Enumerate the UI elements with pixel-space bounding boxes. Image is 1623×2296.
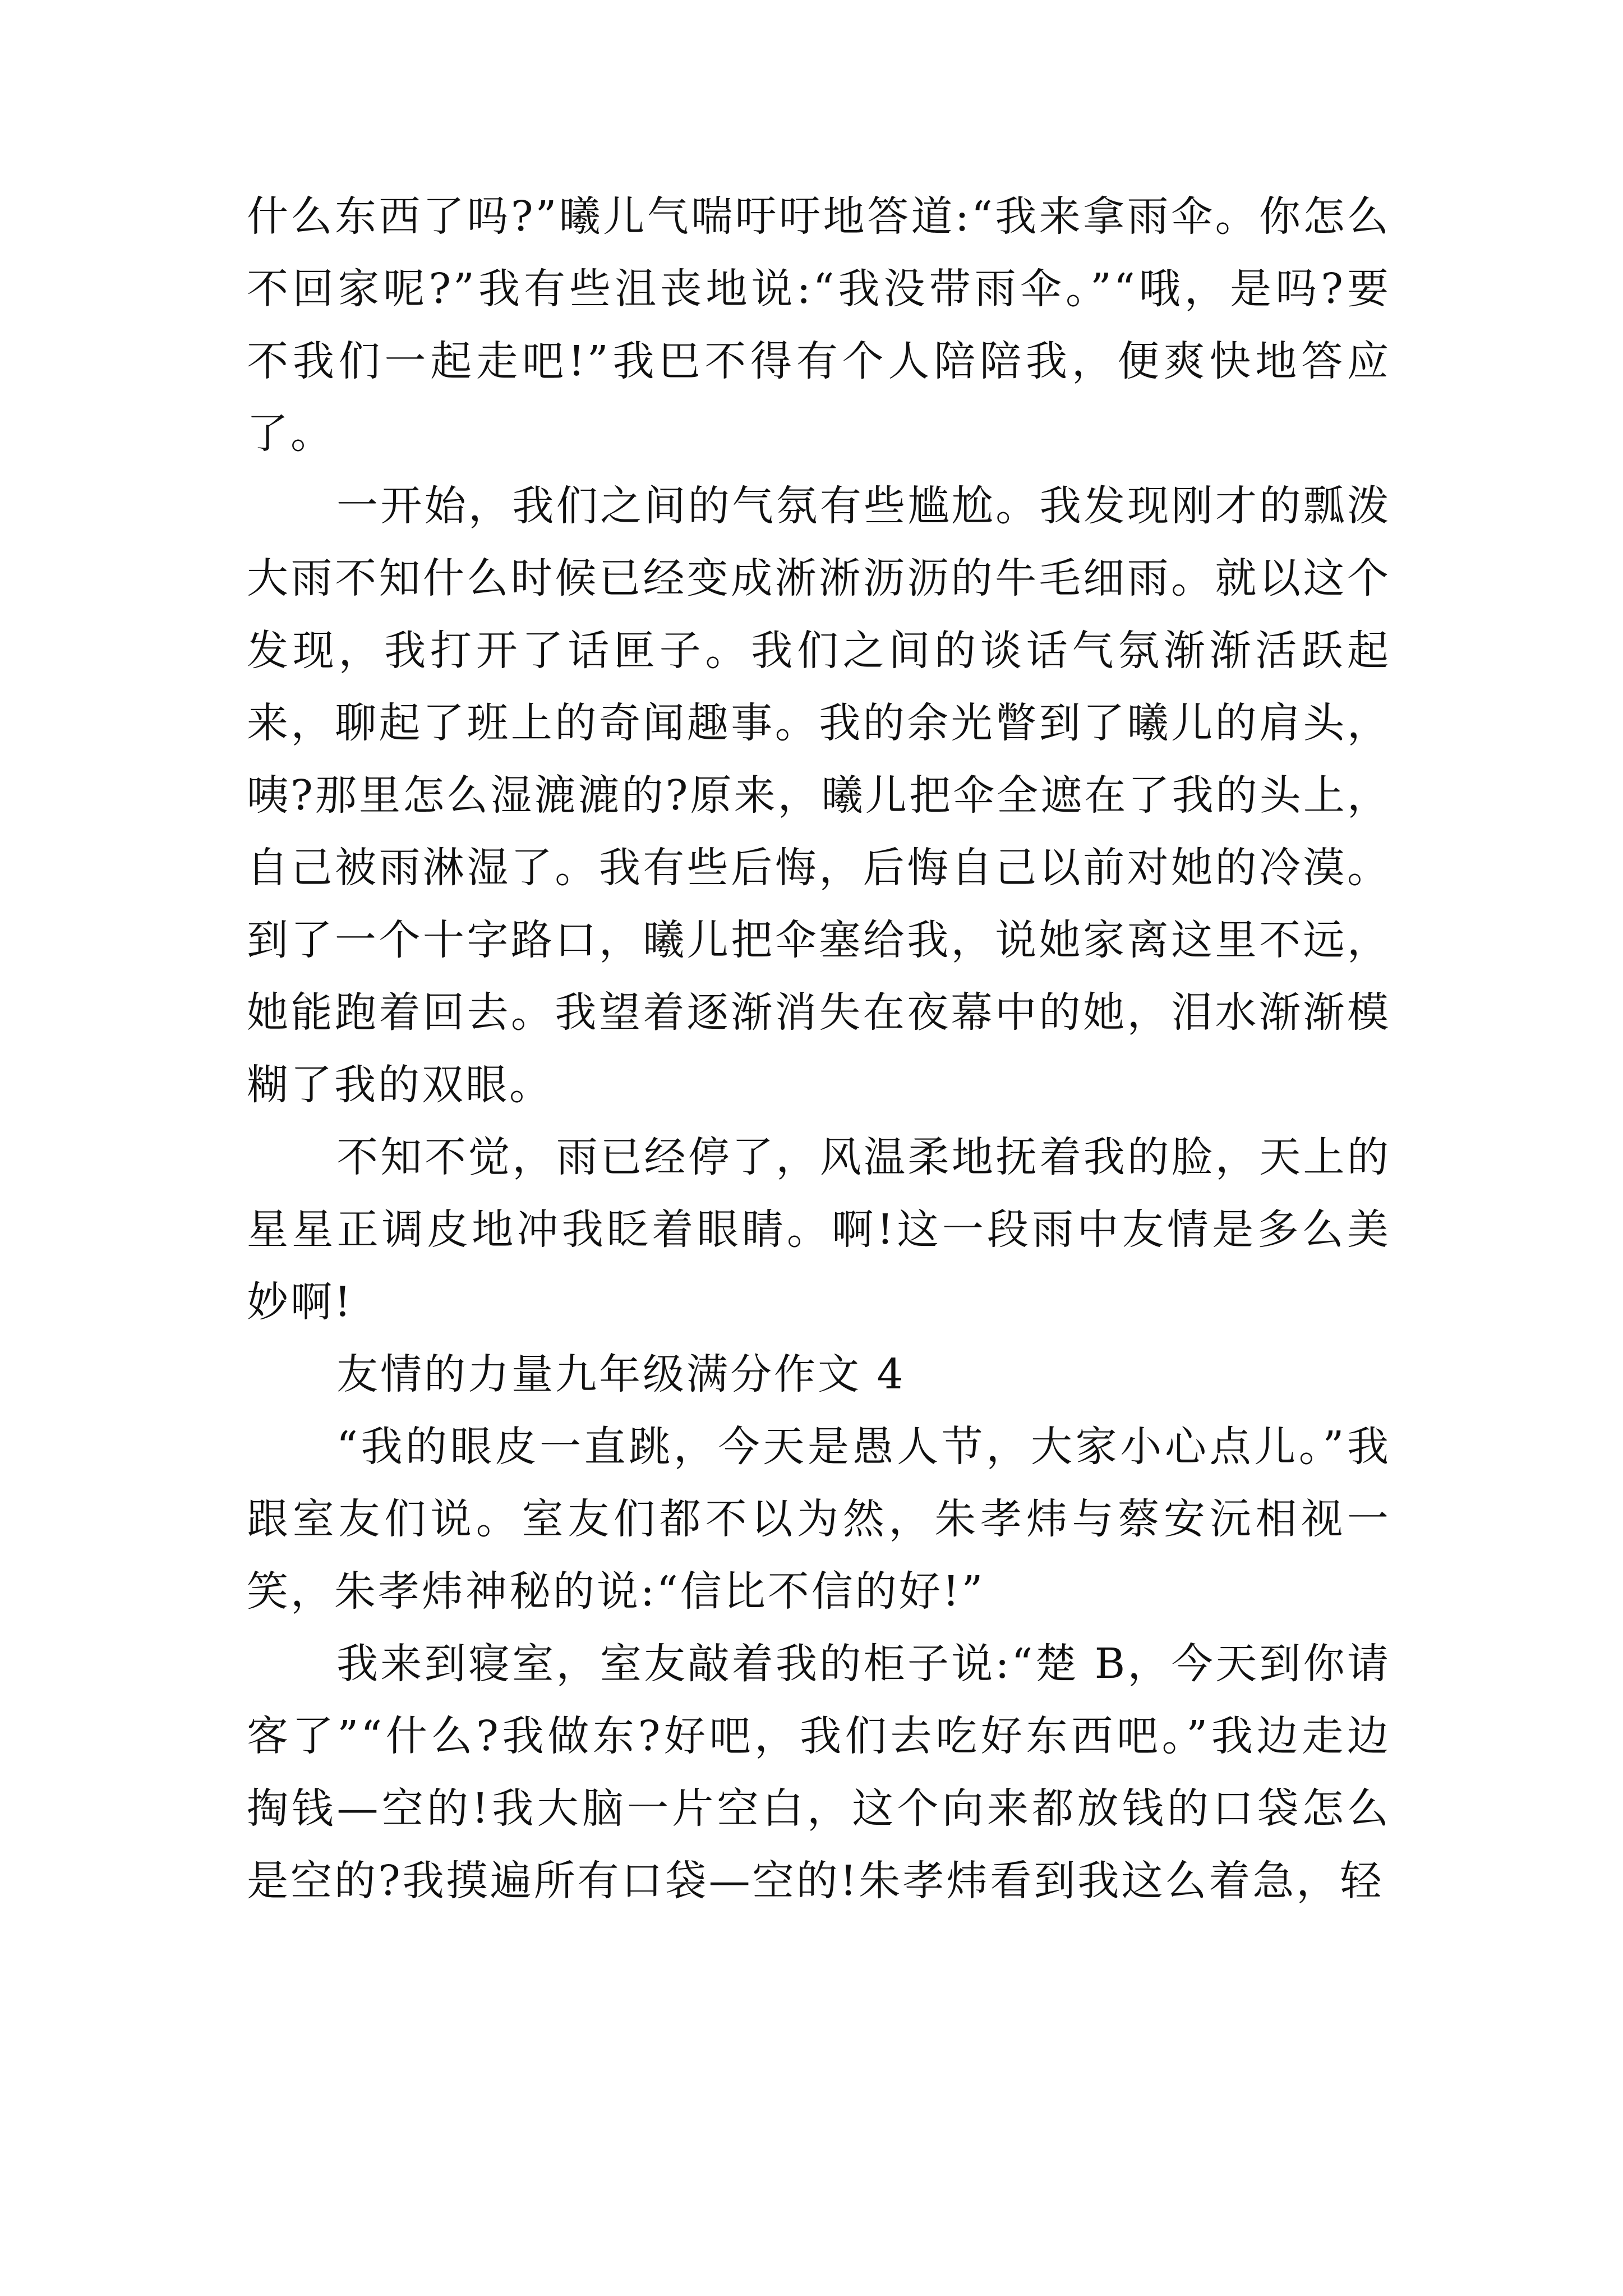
- document-page: [247, 181, 1391, 1917]
- paragraph-dormitory: 我来到寝室，室友敲着我的柜子说:“楚 B，今天到你请客了”“什么?我做东?好吧，我们去吃好东西吧。”我边走边掏钱—空的!我大脑一片空白，这个向来都放钱的口袋怎么是空的?我摸遍所有口袋—空的!朱孝炜看到我这么着急，轻: [247, 1640, 1391, 1905]
- paragraph-umbrella-walk: 一开始，我们之间的气氛有些尴尬。我发现刚才的瓢泼大雨不知什么时候已经变成淅淅沥沥的牛毛细雨。就以这个发现，我打开了话匣子。我们之间的谈话气氛渐渐活跃起来，聊起了班上的奇闻趣事。我的余光瞥到了曦儿的肩头，咦?那里怎么湿漉漉的?原来，曦儿把伞全遮在了我的头上，自己被雨淋湿了。我有些后悔，后悔自己以前对她的冷漠。到了一个十字路口，曦儿把伞塞给我，说她家离这里不远，她能跑着回去。我望着逐渐消失在夜幕中的她，泪水渐渐模糊了我的双眼。: [247, 482, 1391, 1109]
- paragraph-continuation: 什么东西了吗?”曦儿气喘吁吁地答道:“我来拿雨伞。你怎么不回家呢?”我有些沮丧地说:“我没带雨伞。”“哦，是吗?要不我们一起走吧!”我巴不得有个人陪陪我，便爽快地答应了。: [247, 192, 1391, 458]
- essay-heading: 友情的力量九年级满分作文 4: [336, 1350, 906, 1398]
- paragraph-april-fools: “我的眼皮一直跳，今天是愚人节，大家小心点儿。”我跟室友们说。室友们都不以为然，朱孝炜与蔡安沅相视一笑，朱孝炜神秘的说:“信比不信的好!”: [247, 1423, 1391, 1616]
- paragraph-rain-stopped: 不知不觉，雨已经停了，风温柔地抚着我的脸，天上的星星正调皮地冲我眨着眼睛。啊!这一段雨中友情是多么美妙啊!: [247, 1133, 1391, 1326]
